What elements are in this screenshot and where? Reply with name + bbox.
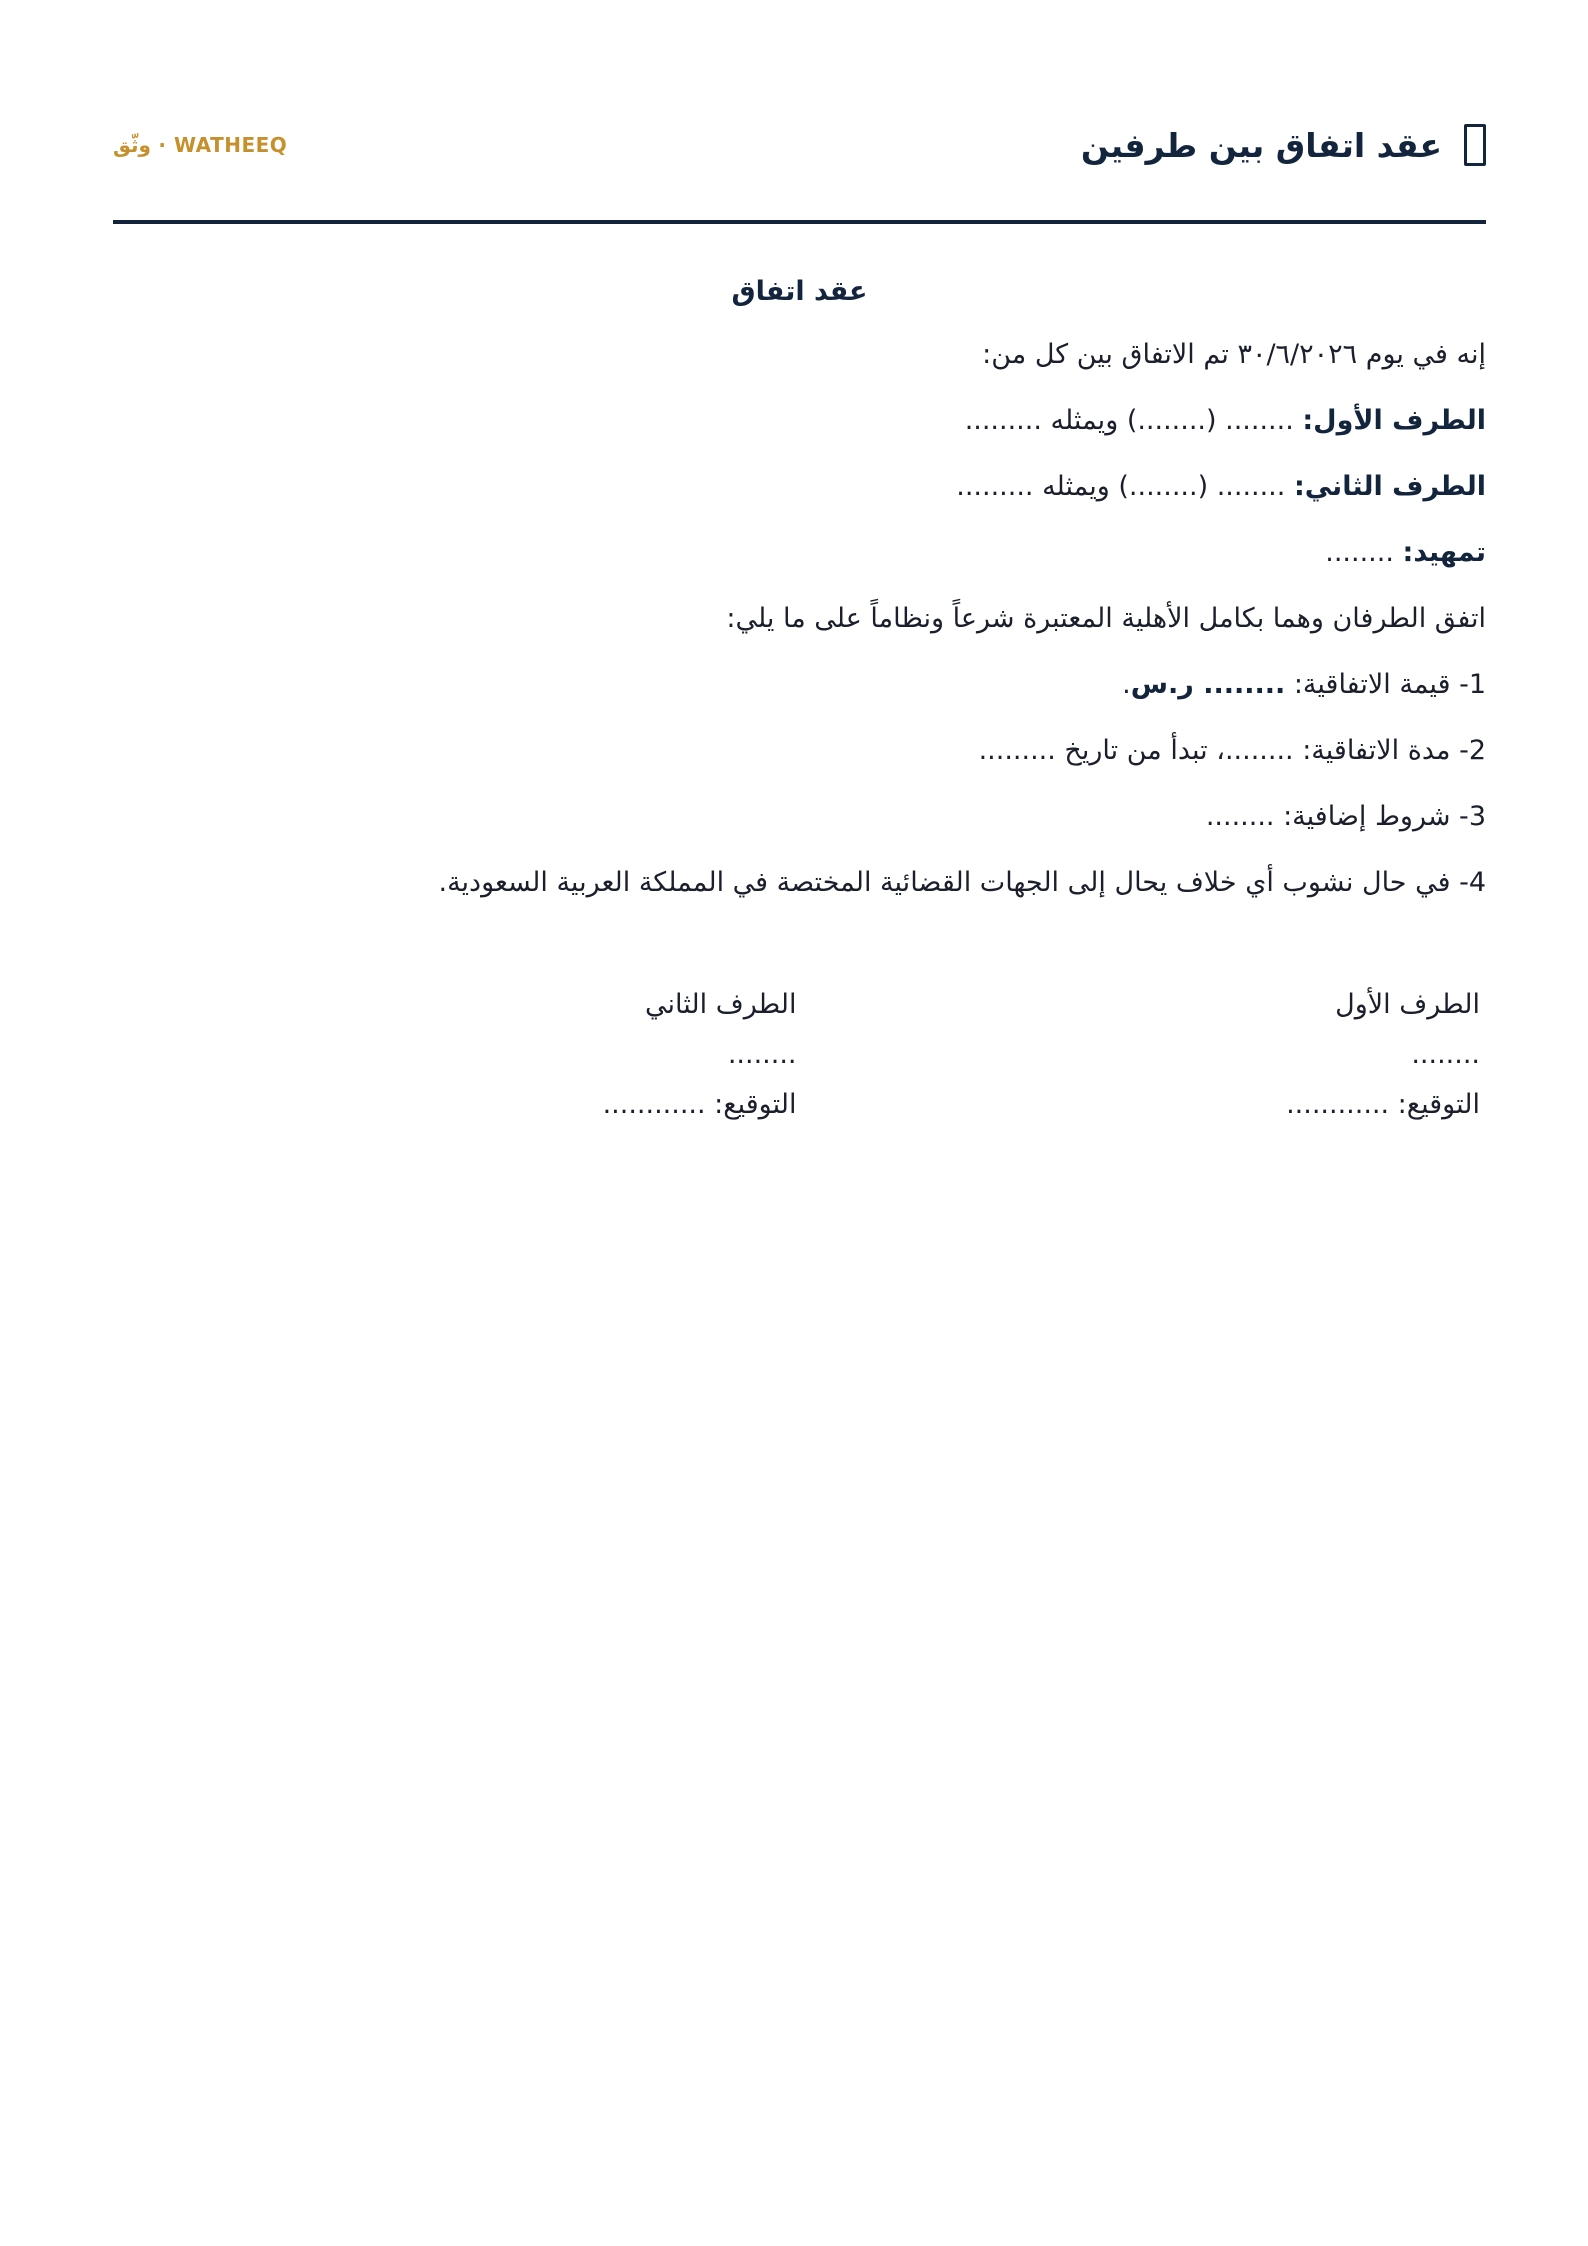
clause-1: [113, 652, 1486, 718]
document-header: [113, 110, 1486, 180]
clause-1-value: ........ ر.س: [1130, 669, 1286, 700]
brand-logo-text: WATHEEQ · وثّق: [113, 133, 288, 157]
signature-block: [113, 980, 1480, 1130]
header-title-group: [1081, 124, 1486, 166]
preamble-label: تمهيد:: [1402, 537, 1486, 568]
clause-4: 4- في حال نشوب أي خلاف يحال إلى الجهات القضائية المختصة في المملكة العربية السعودية.: [438, 867, 1486, 898]
preamble-paragraph: [113, 520, 1486, 586]
second-party-signature-line: التوقيع: ............: [602, 1089, 797, 1120]
second-party-label: الطرف الثاني:: [1293, 471, 1486, 502]
agreement-intro-paragraph: اتفق الطرفان وهما بكامل الأهلية المعتبرة شرعاً ونظاماً على ما يلي:: [726, 603, 1486, 634]
first-party-text: ........ (........) ويمثله .........: [964, 405, 1303, 436]
contract-body: [113, 262, 1486, 916]
clause-3: 3- شروط إضافية: ........: [1205, 801, 1486, 832]
intro-paragraph: إنه في يوم ٣٠/٦/٢٠٢٦ تم الاتفاق بين كل من:: [982, 339, 1486, 370]
clause-1-prefix: 1- قيمة الاتفاقية:: [1285, 669, 1486, 700]
first-party-signature: [797, 980, 1481, 1130]
first-party-signature-label: الطرف الأول: [1335, 989, 1480, 1020]
contract-title: عقد اتفاق: [731, 276, 868, 307]
first-party-signature-name: ........: [1411, 1039, 1480, 1070]
first-party-label: الطرف الأول:: [1302, 405, 1486, 436]
clause-1-suffix: .: [1122, 669, 1131, 700]
second-party-signature: [113, 980, 797, 1130]
second-party-signature-name: ........: [727, 1039, 797, 1070]
first-party-signature-line: التوقيع: ............: [1286, 1089, 1480, 1120]
second-party-paragraph: [113, 454, 1486, 520]
preamble-text: ........: [1325, 537, 1403, 568]
first-party-paragraph: [113, 388, 1486, 454]
header-title: عقد اتفاق بين طرفين: [1080, 125, 1442, 165]
document-icon: [1464, 124, 1486, 166]
second-party-signature-label: الطرف الثاني: [645, 989, 797, 1020]
second-party-text: ........ (........) ويمثله .........: [956, 471, 1294, 502]
clause-2: 2- مدة الاتفاقية: ........، تبدأ من تاريخ .........: [978, 735, 1486, 766]
header-divider: [113, 220, 1486, 224]
